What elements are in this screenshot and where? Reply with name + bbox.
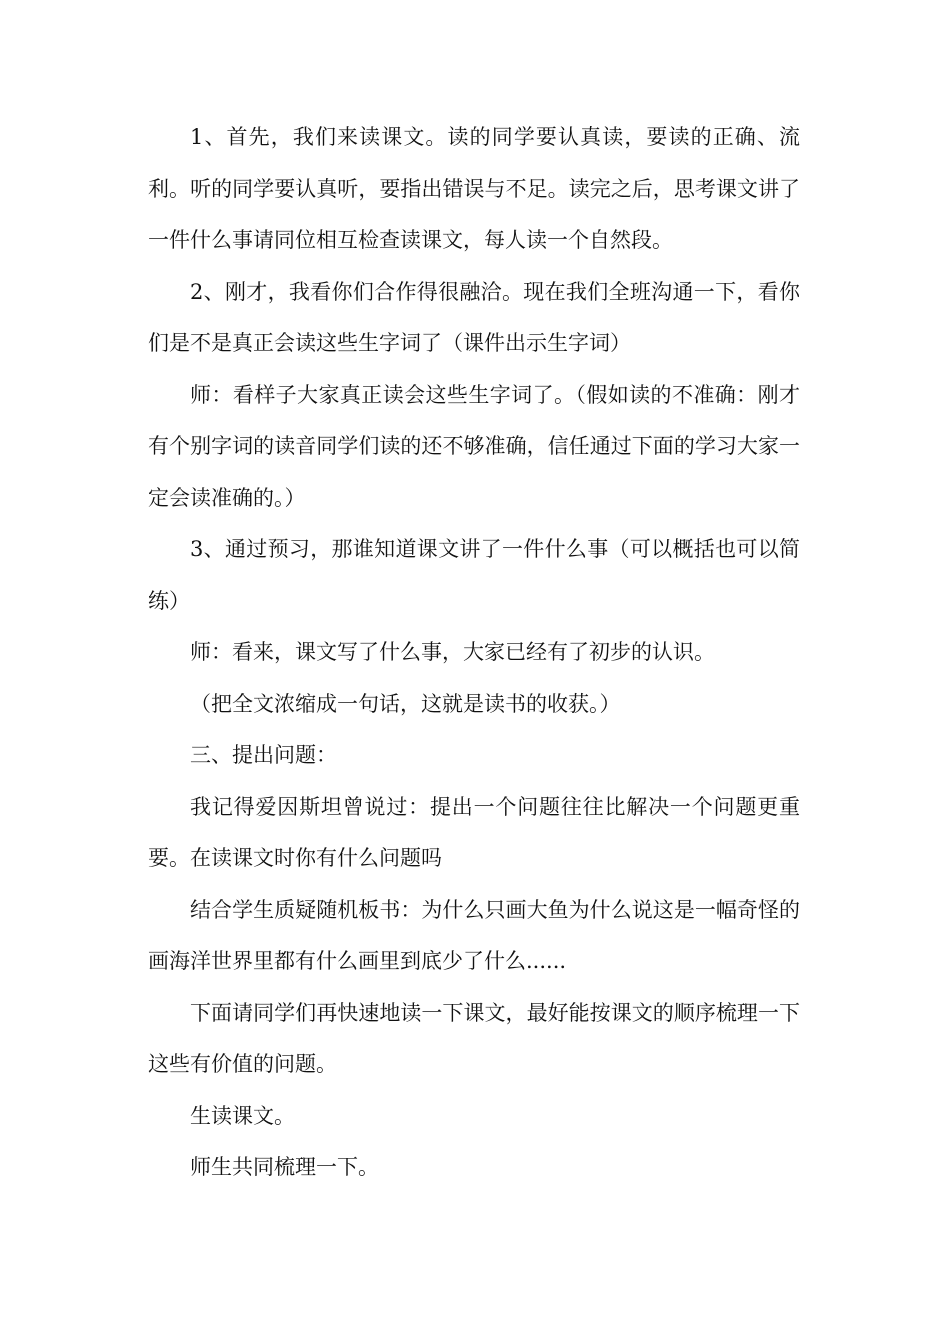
paragraph-8: 我记得爱因斯坦曾说过：提出一个问题往往比解决一个问题更重要。在读课文时你有什么问题吗 bbox=[148, 794, 800, 870]
paragraph-3: 师：看样子大家真正读会这些生字词了。（假如读的不准确：刚才有个别字词的读音同学们读的还不够准确，信任通过下面的学习大家一定会读准确的。） bbox=[148, 382, 800, 510]
paragraph-1: 1、首先，我们来读课文。读的同学要认真读，要读的正确、流利。听的同学要认真听，要指出错误与不足。读完之后，思考课文讲了一件什么事请同位相互检查读课文，每人读一个自然段。 bbox=[148, 125, 800, 252]
paragraph-6: （把全文浓缩成一句话，这就是读书的收获。） bbox=[190, 691, 621, 716]
paragraph-12: 师生共同梳理一下。 bbox=[190, 1155, 379, 1179]
paragraph-10: 下面请同学们再快速地读一下课文，最好能按课文的顺序梳理一下这些有价值的问题。 bbox=[148, 1000, 800, 1076]
paragraph-9: 结合学生质疑随机板书：为什么只画大鱼为什么说这是一幅奇怪的画海洋世界里都有什么画里到底少了什么...... bbox=[148, 897, 800, 973]
document-body bbox=[148, 112, 800, 1194]
section-heading: 三、提出问题： bbox=[190, 743, 337, 767]
paragraph-2: 2、刚才，我看你们合作得很融洽。现在我们全班沟通一下，看你们是不是真正会读这些生字词了（课件出示生字词） bbox=[148, 279, 800, 355]
paragraph-5: 师：看来，课文写了什么事，大家已经有了初步的认识。 bbox=[190, 640, 715, 664]
paragraph-11: 生读课文。 bbox=[190, 1103, 295, 1128]
paragraph-4: 3、通过预习，那谁知道课文讲了一件什么事（可以概括也可以简练） bbox=[148, 537, 800, 613]
